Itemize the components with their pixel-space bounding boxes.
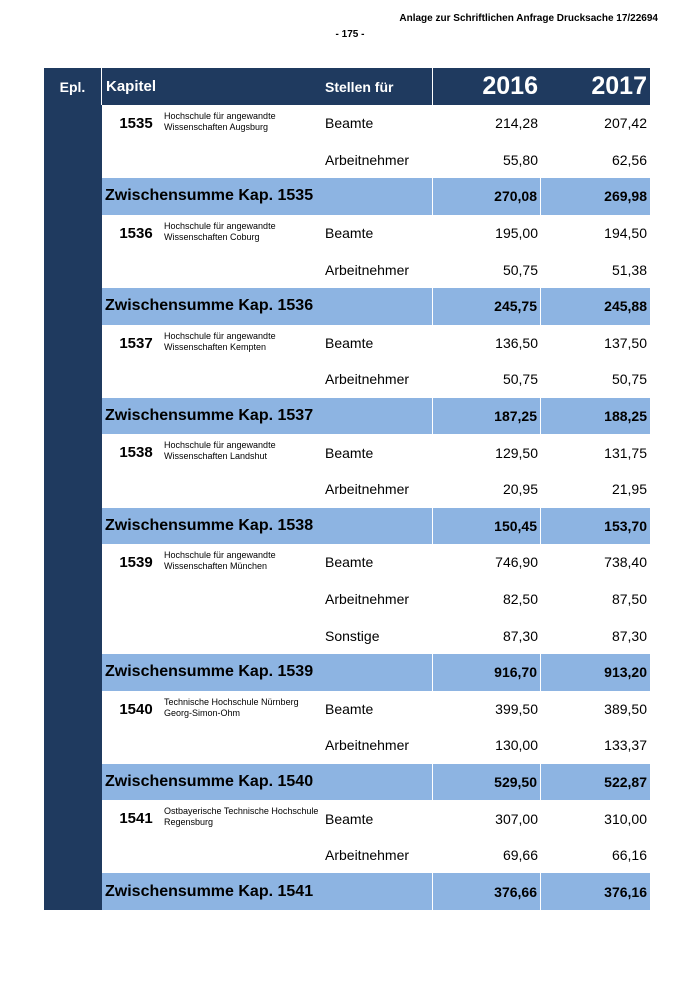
chapter-name bbox=[162, 581, 322, 587]
value-2017: 87,30 bbox=[611, 627, 647, 644]
subtotal-2016: 376,66 bbox=[433, 873, 541, 910]
subtotal-2017: 188,25 bbox=[604, 408, 647, 425]
subtotal-row bbox=[102, 508, 650, 545]
table-row bbox=[102, 251, 650, 288]
stellen-type: Beamte bbox=[325, 700, 374, 717]
document-reference: Anlage zur Schriftlichen Anfrage Drucksache 17/22694 bbox=[399, 13, 658, 24]
chapter-name bbox=[162, 617, 322, 623]
table-row bbox=[102, 142, 650, 179]
chapter-number: 1540 bbox=[119, 700, 153, 718]
subtotal-label: Zwischensumme Kap. 1538 bbox=[102, 508, 433, 545]
subtotal-label: Zwischensumme Kap. 1541 bbox=[102, 873, 433, 910]
value-2017: 133,37 bbox=[604, 737, 647, 754]
stellen-type: Arbeitnehmer bbox=[325, 591, 410, 608]
value-2017: 131,75 bbox=[604, 444, 647, 461]
subtotal-2016: 245,75 bbox=[433, 288, 541, 325]
value-2017: 137,50 bbox=[604, 334, 647, 351]
subtotal-2017: 376,16 bbox=[604, 883, 647, 900]
stellen-type: Beamte bbox=[325, 115, 374, 132]
table-row bbox=[102, 471, 650, 508]
stellen-type: Beamte bbox=[325, 444, 374, 461]
stellen-type: Arbeitnehmer bbox=[325, 371, 410, 388]
table-header bbox=[44, 68, 650, 105]
table-row bbox=[102, 837, 650, 874]
header-kapitel: Kapitel bbox=[106, 78, 157, 95]
subtotal-2016: 270,08 bbox=[433, 178, 541, 215]
chapter-number: 1541 bbox=[119, 810, 153, 828]
subtotal-label: Zwischensumme Kap. 1536 bbox=[102, 288, 433, 325]
table-row bbox=[102, 325, 650, 362]
value-2017: 389,50 bbox=[604, 700, 647, 717]
header-epl: Epl. bbox=[44, 68, 102, 105]
subtotal-label: Zwischensumme Kap. 1540 bbox=[102, 764, 433, 801]
table-row bbox=[102, 434, 650, 471]
stellen-type: Beamte bbox=[325, 334, 374, 351]
value-2016: 69,66 bbox=[502, 847, 538, 864]
table-row bbox=[102, 544, 650, 581]
table-row bbox=[102, 691, 650, 728]
header-year-2016: 2016 bbox=[482, 72, 538, 100]
subtotal-row bbox=[102, 764, 650, 801]
value-2017: 21,95 bbox=[611, 481, 647, 498]
subtotal-row bbox=[102, 178, 650, 215]
budget-table bbox=[44, 68, 650, 910]
value-2017: 87,50 bbox=[611, 591, 647, 608]
stellen-type: Beamte bbox=[325, 225, 374, 242]
table-row bbox=[102, 800, 650, 837]
subtotal-label: Zwischensumme Kap. 1539 bbox=[102, 654, 433, 691]
subtotal-row bbox=[102, 288, 650, 325]
page-number: - 175 - bbox=[335, 29, 365, 40]
value-2016: 136,50 bbox=[495, 334, 538, 351]
subtotal-2016: 187,25 bbox=[433, 398, 541, 435]
value-2017: 194,50 bbox=[604, 225, 647, 242]
value-2017: 50,75 bbox=[611, 371, 647, 388]
subtotal-2016: 150,45 bbox=[433, 508, 541, 545]
chapter-name bbox=[162, 727, 322, 733]
header-stellen: Stellen für bbox=[322, 68, 433, 105]
subtotal-row bbox=[102, 398, 650, 435]
subtotal-2016: 529,50 bbox=[433, 764, 541, 801]
chapter-number: 1537 bbox=[119, 334, 153, 352]
value-2017: 738,40 bbox=[604, 554, 647, 571]
subtotal-label: Zwischensumme Kap. 1535 bbox=[102, 178, 433, 215]
table-row bbox=[102, 581, 650, 618]
value-2016: 82,50 bbox=[502, 591, 538, 608]
chapter-number: 1538 bbox=[119, 444, 153, 462]
value-2016: 50,75 bbox=[502, 371, 538, 388]
value-2016: 195,00 bbox=[495, 225, 538, 242]
subtotal-2017: 269,98 bbox=[604, 188, 647, 205]
header-year-2017: 2017 bbox=[591, 72, 647, 100]
chapter-name: Hochschule für angewandte Wissenschaften Augsburg bbox=[164, 111, 276, 132]
table-rows bbox=[102, 105, 650, 910]
value-2016: 214,28 bbox=[495, 115, 538, 132]
value-2017: 66,16 bbox=[611, 847, 647, 864]
table-row bbox=[102, 617, 650, 654]
stellen-type: Arbeitnehmer bbox=[325, 847, 410, 864]
stellen-type: Beamte bbox=[325, 554, 374, 571]
value-2017: 51,38 bbox=[611, 261, 647, 278]
value-2016: 20,95 bbox=[502, 481, 538, 498]
subtotal-2016: 916,70 bbox=[433, 654, 541, 691]
epl-column bbox=[44, 105, 102, 910]
chapter-number: 1535 bbox=[119, 115, 153, 132]
value-2017: 310,00 bbox=[604, 810, 647, 827]
subtotal-2017: 245,88 bbox=[604, 298, 647, 315]
value-2017: 207,42 bbox=[604, 115, 647, 132]
value-2016: 55,80 bbox=[502, 151, 538, 168]
table-row bbox=[102, 727, 650, 764]
table-row bbox=[102, 215, 650, 252]
value-2016: 130,00 bbox=[495, 737, 538, 754]
chapter-number: 1536 bbox=[119, 224, 153, 242]
subtotal-label: Zwischensumme Kap. 1537 bbox=[102, 398, 433, 435]
chapter-name bbox=[162, 142, 322, 148]
chapter-name: Hochschule für angewandte Wissenschaften Coburg bbox=[164, 220, 276, 242]
chapter-name: Hochschule für angewandte Wissenschaften München bbox=[164, 550, 276, 572]
value-2017: 62,56 bbox=[611, 151, 647, 168]
value-2016: 746,90 bbox=[495, 554, 538, 571]
chapter-name bbox=[162, 251, 322, 257]
chapter-name: Technische Hochschule Nürnberg Georg-Simon-Ohm bbox=[164, 696, 299, 718]
chapter-name: Hochschule für angewandte Wissenschaften Kempten bbox=[164, 330, 276, 352]
value-2016: 129,50 bbox=[495, 444, 538, 461]
stellen-type: Arbeitnehmer bbox=[325, 261, 410, 278]
table-row bbox=[102, 105, 650, 142]
table-row bbox=[102, 361, 650, 398]
chapter-number: 1539 bbox=[119, 554, 153, 572]
subtotal-2017: 153,70 bbox=[604, 517, 647, 534]
subtotal-row bbox=[102, 654, 650, 691]
value-2016: 50,75 bbox=[502, 261, 538, 278]
stellen-type: Arbeitnehmer bbox=[325, 737, 410, 754]
subtotal-row bbox=[102, 873, 650, 910]
stellen-type: Arbeitnehmer bbox=[325, 481, 410, 498]
subtotal-2017: 522,87 bbox=[604, 773, 647, 790]
chapter-name bbox=[162, 471, 322, 477]
table-body bbox=[44, 105, 650, 910]
chapter-name: Ostbayerische Technische Hochschule Regensburg bbox=[164, 806, 319, 828]
value-2016: 87,30 bbox=[502, 627, 538, 644]
value-2016: 307,00 bbox=[495, 810, 538, 827]
stellen-type: Beamte bbox=[325, 810, 374, 827]
chapter-name bbox=[162, 361, 322, 367]
subtotal-2017: 913,20 bbox=[604, 664, 647, 681]
chapter-name: Hochschule für angewandte Wissenschaften Landshut bbox=[164, 440, 276, 462]
stellen-type: Sonstige bbox=[325, 627, 380, 644]
chapter-name bbox=[162, 837, 322, 843]
stellen-type: Arbeitnehmer bbox=[325, 151, 410, 168]
value-2016: 399,50 bbox=[495, 700, 538, 717]
